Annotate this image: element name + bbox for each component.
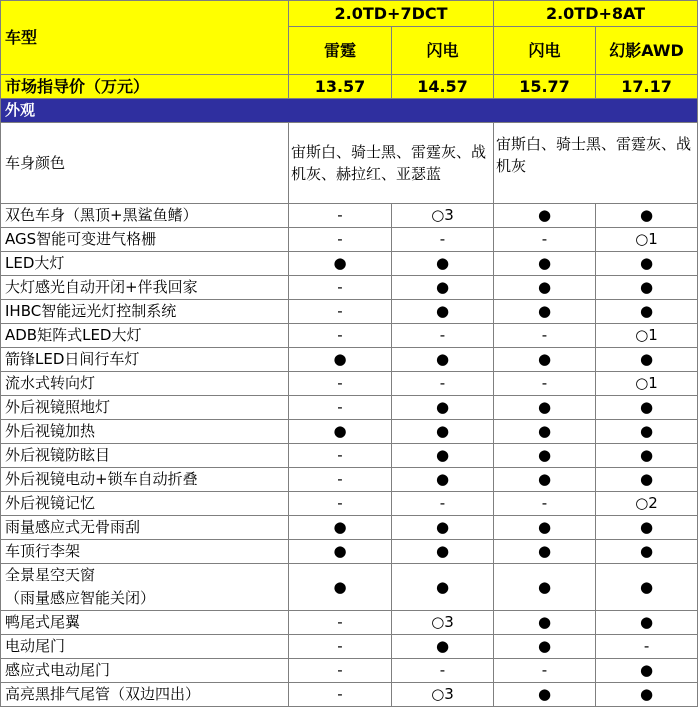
feature-label: LED大灯	[1, 252, 289, 276]
header-group-row	[1, 1, 698, 27]
feature-label: 大灯感光自动开闭+伴我回家	[1, 276, 289, 300]
feature-value: ●	[392, 276, 494, 300]
feature-value: ●	[494, 252, 596, 276]
feature-value: ○1	[596, 228, 698, 252]
feature-value: ●	[392, 444, 494, 468]
feature-label: 雨量感应式无骨雨刮	[1, 516, 289, 540]
feature-row	[1, 372, 698, 396]
sunroof-row	[1, 564, 698, 611]
feature-value: ●	[494, 635, 596, 659]
feature-row	[1, 540, 698, 564]
feature-label: 车身颜色	[1, 123, 289, 204]
feature-value: ●	[596, 659, 698, 683]
feature-value: -	[289, 276, 392, 300]
feature-row	[1, 324, 698, 348]
feature-value: ●	[392, 252, 494, 276]
feature-rows	[1, 204, 698, 564]
feature-label: IHBC智能远光灯控制系统	[1, 300, 289, 324]
feature-value: ●	[392, 420, 494, 444]
feature-value: -	[289, 635, 392, 659]
feature-value: ○1	[596, 324, 698, 348]
group-dct: 2.0TD+7DCT	[289, 1, 494, 27]
feature-label: 双色车身（黑顶+黑鲨鱼鳍）	[1, 204, 289, 228]
feature-label: 外后视镜记忆	[1, 492, 289, 516]
feature-value: ○3	[392, 683, 494, 707]
feature-row	[1, 492, 698, 516]
colors-dct: 宙斯白、骑士黑、雷霆灰、战机灰、赫拉红、亚瑟蓝	[289, 123, 494, 204]
feature-value: -	[289, 324, 392, 348]
trim-leiting: 雷霆	[289, 27, 392, 75]
feature-value: ●	[596, 683, 698, 707]
feature-value: -	[392, 659, 494, 683]
feature-row	[1, 204, 698, 228]
feature-value: ○2	[596, 492, 698, 516]
feature-label: AGS智能可变进气格栅	[1, 228, 289, 252]
feature-value: ●	[494, 276, 596, 300]
feature-row	[1, 516, 698, 540]
feature-row	[1, 396, 698, 420]
feature-value: ●	[494, 468, 596, 492]
feature-label: 鸭尾式尾翼	[1, 611, 289, 635]
feature-row	[1, 300, 698, 324]
trim-shandian-dct: 闪电	[392, 27, 494, 75]
feature-value: ●	[596, 564, 698, 611]
feature-value: ●	[392, 396, 494, 420]
feature-value: -	[289, 683, 392, 707]
feature-value: -	[494, 228, 596, 252]
group-at: 2.0TD+8AT	[494, 1, 698, 27]
feature-value: ●	[289, 564, 392, 611]
feature-value: ●	[596, 204, 698, 228]
price-label: 市场指导价（万元）	[1, 75, 289, 99]
feature-value: ●	[596, 611, 698, 635]
feature-row	[1, 468, 698, 492]
feature-value: -	[289, 228, 392, 252]
feature-value: -	[494, 659, 596, 683]
feature-value: ●	[494, 540, 596, 564]
feature-label: 感应式电动尾门	[1, 659, 289, 683]
feature-value: ●	[494, 564, 596, 611]
feature-value: -	[289, 372, 392, 396]
feature-label: 高亮黑排气尾管（双边四出）	[1, 683, 289, 707]
feature-row	[1, 444, 698, 468]
feature-value: ●	[289, 516, 392, 540]
feature-value: ●	[596, 348, 698, 372]
feature-value: ●	[596, 396, 698, 420]
price-row	[1, 75, 698, 99]
feature-value: -	[289, 611, 392, 635]
feature-label: 外后视镜照地灯	[1, 396, 289, 420]
feature-label: 电动尾门	[1, 635, 289, 659]
feature-value: -	[289, 444, 392, 468]
feature-value: ●	[596, 420, 698, 444]
feature-value: -	[289, 492, 392, 516]
feature-value: ●	[494, 611, 596, 635]
feature-value: ●	[289, 540, 392, 564]
feature-value: ●	[392, 635, 494, 659]
feature-value: ●	[392, 348, 494, 372]
price-value: 15.77	[494, 75, 596, 99]
feature-value: ●	[494, 348, 596, 372]
feature-value: -	[392, 324, 494, 348]
feature-value: -	[289, 396, 392, 420]
feature-row	[1, 659, 698, 683]
feature-row	[1, 611, 698, 635]
feature-value: ●	[289, 420, 392, 444]
feature-value: -	[494, 324, 596, 348]
feature-value: -	[494, 372, 596, 396]
feature-value: ●	[494, 396, 596, 420]
color-row	[1, 123, 698, 204]
feature-value: -	[289, 300, 392, 324]
feature-label: 外后视镜防眩目	[1, 444, 289, 468]
feature-value: ●	[596, 276, 698, 300]
price-value: 14.57	[392, 75, 494, 99]
feature-rows-2	[1, 611, 698, 707]
trim-shandian-at: 闪电	[494, 27, 596, 75]
feature-label: 外后视镜加热	[1, 420, 289, 444]
feature-label: ADB矩阵式LED大灯	[1, 324, 289, 348]
feature-value: ●	[596, 540, 698, 564]
feature-value: ●	[494, 683, 596, 707]
feature-value: ●	[494, 420, 596, 444]
feature-value: ●	[596, 468, 698, 492]
feature-value: -	[289, 659, 392, 683]
feature-value: ●	[392, 516, 494, 540]
feature-value: -	[392, 228, 494, 252]
feature-value: -	[289, 204, 392, 228]
feature-value: -	[289, 468, 392, 492]
feature-row	[1, 276, 698, 300]
feature-value: ●	[392, 468, 494, 492]
section-row	[1, 99, 698, 123]
feature-value: -	[392, 372, 494, 396]
car-type-label: 车型	[1, 1, 289, 75]
feature-label: 流水式转向灯	[1, 372, 289, 396]
feature-value: ●	[596, 300, 698, 324]
feature-label: 车顶行李架	[1, 540, 289, 564]
feature-row	[1, 348, 698, 372]
feature-value: ●	[596, 252, 698, 276]
feature-label	[1, 564, 289, 611]
feature-value: ○1	[596, 372, 698, 396]
price-value: 17.17	[596, 75, 698, 99]
feature-value: ●	[494, 300, 596, 324]
feature-value: ●	[289, 348, 392, 372]
feature-value: ○3	[392, 611, 494, 635]
feature-value: ●	[392, 300, 494, 324]
feature-value: ●	[596, 444, 698, 468]
feature-row	[1, 683, 698, 707]
price-value: 13.57	[289, 75, 392, 99]
feature-row	[1, 420, 698, 444]
feature-row	[1, 252, 698, 276]
feature-value: ●	[494, 204, 596, 228]
feature-row	[1, 635, 698, 659]
section-title: 外观	[1, 99, 698, 123]
feature-value: -	[596, 635, 698, 659]
trim-huanying: 幻影AWD	[596, 27, 698, 75]
feature-value: ○3	[392, 204, 494, 228]
feature-value: ●	[494, 444, 596, 468]
feature-value: -	[494, 492, 596, 516]
sunroof-sublabel: （雨量感应智能关闭）	[5, 589, 156, 607]
feature-label: 外后视镜电动+锁车自动折叠	[1, 468, 289, 492]
feature-value: -	[392, 492, 494, 516]
feature-value: ●	[392, 540, 494, 564]
feature-value: ●	[494, 516, 596, 540]
feature-value: ●	[289, 252, 392, 276]
feature-row	[1, 228, 698, 252]
sunroof-label: 全景星空天窗	[5, 566, 96, 584]
feature-value: ●	[392, 564, 494, 611]
feature-label: 箭锋LED日间行车灯	[1, 348, 289, 372]
feature-value: ●	[596, 516, 698, 540]
colors-at: 宙斯白、骑士黑、雷霆灰、战机灰	[494, 123, 698, 204]
